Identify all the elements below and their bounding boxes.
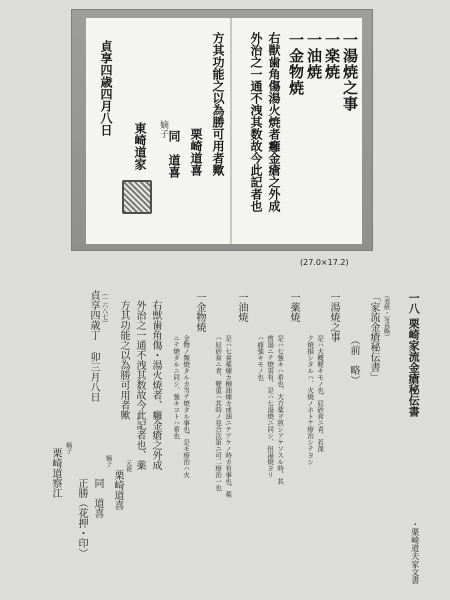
item-note: ハ痛強キモノ也 (256, 335, 265, 381)
section-title: 栗崎家流金瘡秘伝書 (407, 318, 421, 417)
photo-signer-role: 嫡子 (158, 120, 168, 138)
closing-line: 右獣歯角傷・湯火焼者、癰金瘡之外成 (150, 300, 161, 470)
source-caption: ・栗崎道夫家文書 (410, 520, 420, 584)
photo-line: 一油焼 (305, 32, 323, 80)
seal-stamp (122, 180, 152, 214)
signer-name: 栗崎道察江 (50, 448, 61, 498)
photo-dimensions: (27.0×17.2) (300, 258, 349, 267)
item-heading: 一油焼 (236, 292, 247, 322)
year-note: （一六八七） (100, 290, 108, 326)
signer-name: 正勝（花押・印） (76, 478, 87, 558)
closing-line: 方其功能之以為勝可用者歟 (118, 300, 129, 420)
cover-note: （表紙・写真略） (382, 292, 390, 340)
item-note: ニテ焼タルニ同シ、強キコトハ希也 (172, 335, 181, 439)
item-note: 是ハ七膏薬煉カ桐油煉カ或油ニテアケノ時カ有事也、薬 (224, 335, 233, 498)
photo-line: 外治之一通不洩其数故今此記者也 (249, 32, 263, 212)
item-note: 是ハ七強キハ希也、大方薬ヲ煎シアケソスル時、其 (276, 335, 285, 485)
document-date: 貞享四歳丁 (88, 290, 99, 340)
manuscript-photo (72, 10, 372, 250)
photo-signer: 同 道喜 (167, 130, 181, 178)
manuscript-fold (230, 18, 232, 244)
item-heading: 一湯焼之事 (328, 292, 339, 342)
photo-line: 一楽焼 (323, 32, 341, 80)
photo-signer: 栗崎道喜 (189, 128, 203, 176)
item-note: 煎湯ニテ焼害有、是ハ七湯焼ニ同シ、但湯焼ヨリ (266, 335, 275, 478)
photo-line: 一金物焼 (287, 32, 305, 96)
photo-date: 貞享四歳四月八日 (99, 40, 113, 136)
item-note: ハ辰砂膏ニ青、軽重ハ其時ノ見合次第ニ可二療治一也 (214, 335, 223, 491)
photo-line: 右獣歯角傷湯火焼者癰金瘡之外成 (267, 32, 281, 212)
photo-signer: 東崎道家 (133, 122, 147, 170)
signer-role: 元祖 (124, 460, 132, 472)
signer-role: 嫡子 (64, 442, 72, 454)
omitted-marker: （前 略） (348, 335, 359, 385)
signer-name: 同 道喜 (92, 478, 103, 518)
item-note: 是ハ大概軽キモノ也、辰砂膏ニ青、若深 (316, 335, 325, 452)
photo-line: 方其功能之以為勝可用者歟 (211, 32, 225, 176)
item-heading: 一薬焼 (288, 292, 299, 322)
item-heading: 一金物焼 (194, 292, 205, 332)
photo-line: 一湯焼之事 (341, 32, 359, 112)
closing-line: 外治之一通不洩其数故今此記者也、薬 (134, 300, 145, 470)
item-note: 金物ノ類焼タルカ当テ焼タル事也、是モ療治ハ火 (182, 335, 191, 478)
document-title: 「家流金瘡秘伝書」 (368, 292, 379, 382)
item-note: ク焼損シタルハ、火焼ノホトケ療治シテヨシ (306, 335, 315, 465)
section-number: 一八 (407, 292, 421, 314)
signer-name: 栗崎道喜 (112, 470, 123, 510)
signer-role: 嫡子 (104, 455, 112, 467)
document-date-tail: 卯三月八日 (88, 352, 99, 402)
